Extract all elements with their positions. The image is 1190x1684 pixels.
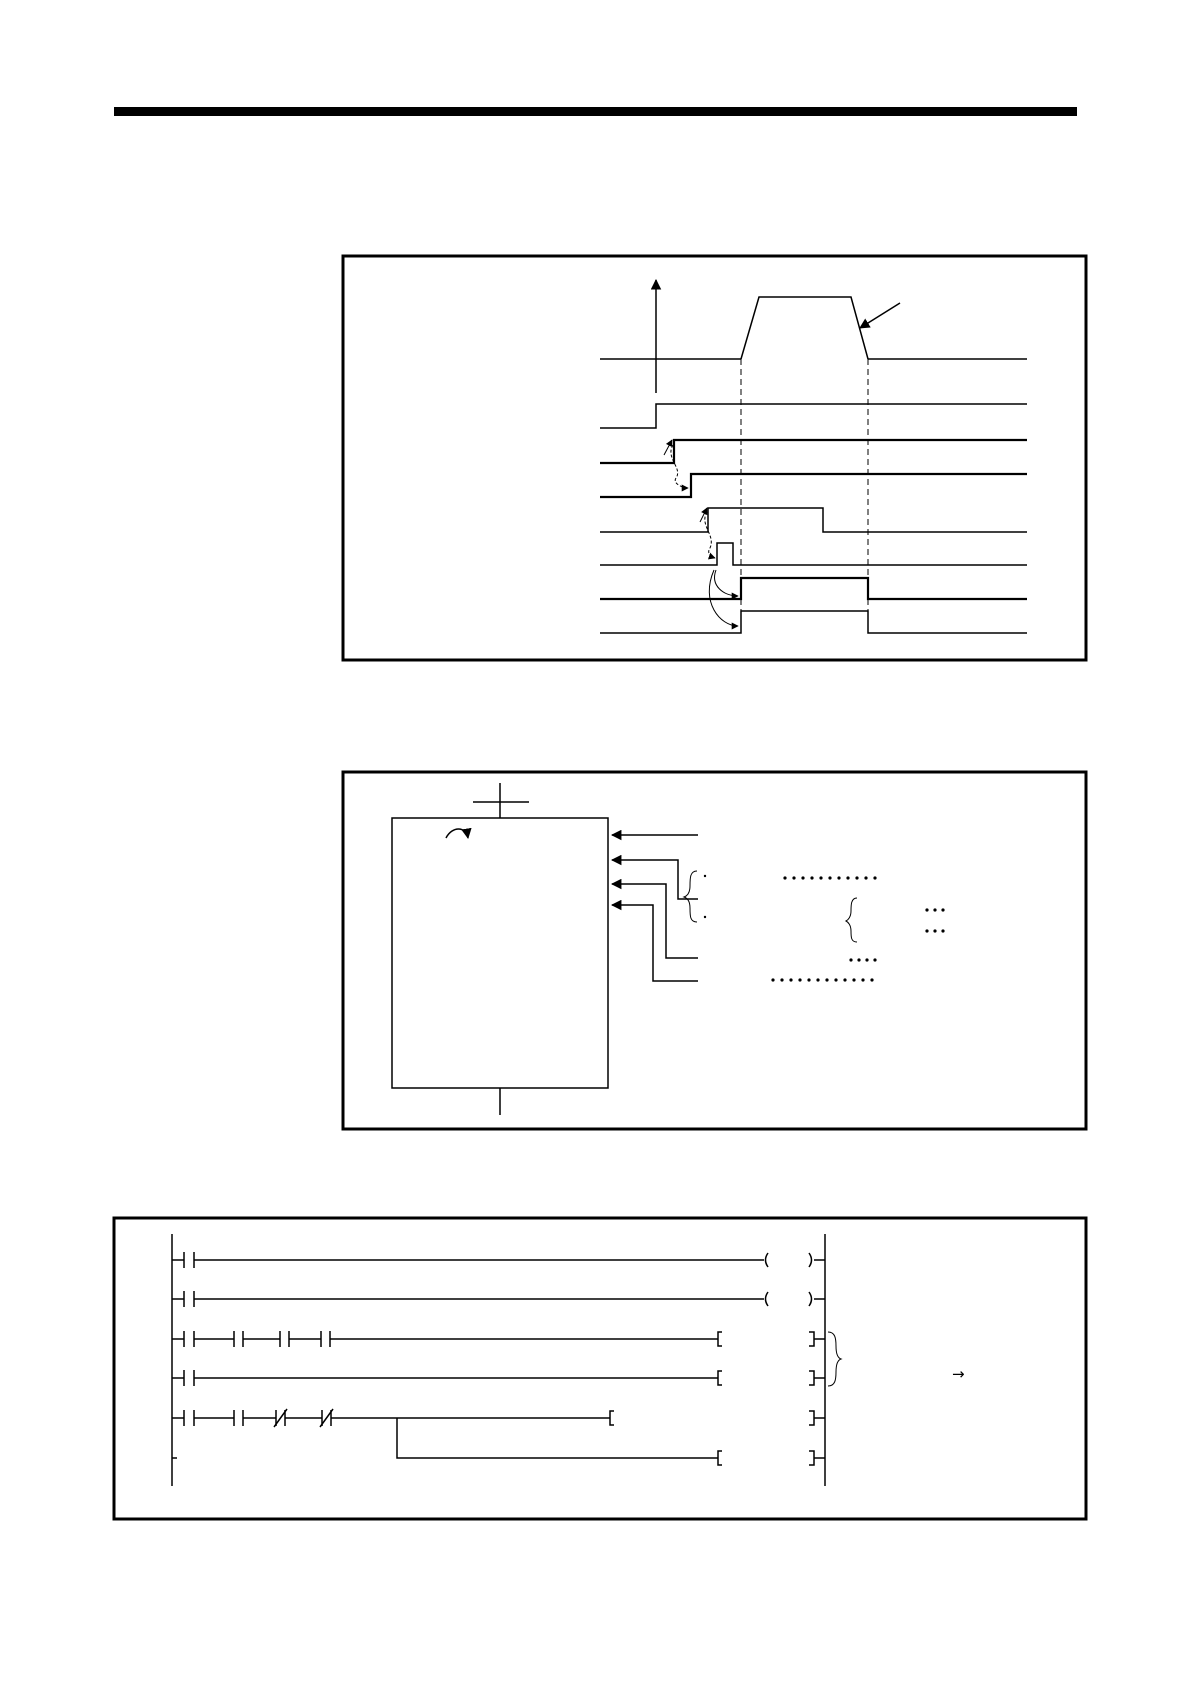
signal-6 [600,543,1027,565]
sfc-step-diagram [343,772,1086,1129]
dot-leader-5 [771,978,873,981]
instruction-5 [610,1411,814,1425]
speed-profile [600,297,1027,359]
instruction-4 [718,1371,814,1385]
sfc-frame [343,772,1086,1129]
signal-start [600,404,1027,428]
cause-arrow-2b [700,508,707,522]
coil-2 [766,1292,812,1306]
cause-arrow-1b [664,440,672,455]
rung-5 [172,1409,825,1427]
instruction-6 [718,1451,814,1465]
profile-callout-arrow [860,303,900,328]
ladder-diagram [114,1218,1086,1519]
rung-1 [172,1252,825,1268]
dot-leader-2 [925,908,944,911]
signal-8 [600,611,1027,633]
cause-arrow-2 [705,512,715,558]
instruction-3 [718,1332,814,1346]
signal-3 [600,440,1027,463]
signal-4 [600,474,1027,497]
sfc-input-arrow-4 [612,905,698,981]
ladder-note-arrow: → [952,1365,965,1383]
dot-leader-1 [783,876,876,879]
dot-leader-3 [925,929,944,932]
sfc-input-arrow-2 [612,860,698,899]
dot-leader-4 [849,958,876,961]
rung-2 [172,1291,825,1307]
ladder-note-brace [828,1332,841,1386]
rung-4 [172,1370,825,1386]
cause-arrow-3 [715,570,738,596]
dot-tick-2 [704,916,706,918]
header-rule [114,107,1077,116]
dot-tick-1 [704,875,706,877]
rung-6 [172,1418,825,1465]
signal-5 [600,508,1027,532]
signal-7 [600,578,1027,599]
ladder-frame [114,1218,1086,1519]
sfc-note-dots [704,875,945,982]
timing-chart [343,256,1086,660]
sfc-brace-right [846,898,857,942]
coil-1 [766,1253,812,1267]
sfc-step-loop-icon [446,829,468,838]
sfc-step-box [392,818,608,1088]
sfc-input-arrow-3 [612,884,698,958]
sfc-brace-left [684,871,697,922]
rung-3 [172,1331,825,1347]
